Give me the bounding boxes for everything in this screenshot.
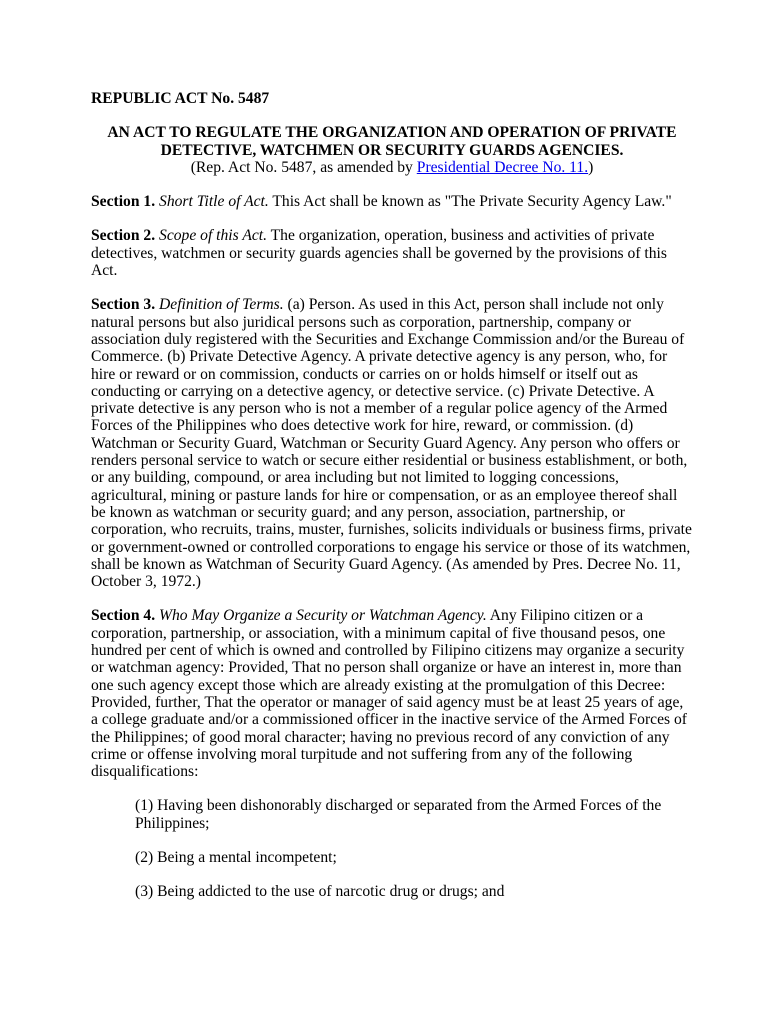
- section-2: [91, 227, 693, 279]
- disqualification-item: (3) Being addicted to the use of narcotic drug or drugs; and: [135, 883, 505, 901]
- section-3: [91, 296, 693, 590]
- section-title: Short Title of Act.: [159, 193, 269, 211]
- document-body: [91, 90, 693, 901]
- section-title: Definition of Terms.: [159, 296, 284, 314]
- section-label: Section 4.: [91, 607, 156, 625]
- section-4: [91, 607, 693, 780]
- amendment-note: [91, 159, 693, 176]
- section-label: Section 2.: [91, 227, 156, 245]
- presidential-decree-link[interactable]: Presidential Decree No. 11.: [416, 158, 589, 176]
- amendment-prefix: (Rep. Act No. 5487, as amended by: [190, 158, 417, 176]
- section-label: Section 1.: [91, 193, 156, 211]
- section-text: The organization, operation, business and activities of private detectives, watchmen or security guards agencies shall be governed by the provisions of this Act.: [91, 227, 667, 280]
- act-number: REPUBLIC ACT No. 5487: [91, 90, 270, 107]
- disqualification-item: (2) Being a mental incompetent;: [135, 848, 337, 866]
- act-heading: [91, 124, 693, 176]
- amendment-suffix: ): [588, 158, 594, 176]
- section-text: (a) Person. As used in this Act, person shall include not only natural persons but also juridical persons such as corporation, partnership, company or association duly registered with the Securities and Exchange Commission and/or the Bureau of Commerce. (b) Private Detective Agency. A private detective agency is any person, who, for hire or reward or on commission, conducts or carries on or holds himself or itself out as conducting or carrying on a detective agency, or detective service. (c) Private Detective. A private detective is any person who is not a member of a regular police agency of the Armed Forces of the Philippines who does detective work for hire, reward, or commission. (d) Watchman or Security Guard, Watchman or Security Guard Agency. Any person who offers or renders personal service to watch or secure either residential or business establishment, or both, or any building, compound, or area including but not limited to logging concessions, agricultural, mining or pasture lands for hire or compensation, or as an employee thereof shall be known as watchman or security guard; and any person, association, partnership, or corporation, who recruits, trains, muster, furnishes, solicits individuals or business firms, private or government-owned or controlled corporations to engage his service or those of its watchmen, shall be known as Watchman of Security Guard Agency. (As amended by Pres. Decree No. 11, October 3, 1972.): [91, 296, 692, 591]
- section-title: Scope of this Act.: [159, 227, 267, 245]
- section-title: Who May Organize a Security or Watchman Agency.: [159, 607, 487, 625]
- disqualification-item: (1) Having been dishonorably discharged or separated from the Armed Forces of the Philippines;: [135, 797, 662, 832]
- section-text: This Act shall be known as "The Private Security Agency Law.": [272, 193, 672, 211]
- section-1: [91, 193, 693, 210]
- act-title: AN ACT TO REGULATE THE ORGANIZATION AND OPERATION OF PRIVATE DETECTIVE, WATCHMEN OR SECURITY GUARDS AGENCIES.: [107, 124, 677, 159]
- section-text: Any Filipino citizen or a corporation, partnership, or association, with a minimum capital of five thousand pesos, one hundred per cent of which is owned and controlled by Filipino citizens may organize a security or watchman agency: Provided, That no person shall organize or have an interest in, more than one such agency except those which are already existing at the promulgation of this Decree: Provided, further, That the operator or manager of said agency must be at least 25 years of age, a college graduate and/or a commissioned officer in the inactive service of the Armed Forces of the Philippines; of good moral character; having no previous record of any conviction of any crime or offense involving moral turpitude and not suffering from any of the following disqualifications:: [91, 607, 687, 781]
- section-label: Section 3.: [91, 296, 156, 314]
